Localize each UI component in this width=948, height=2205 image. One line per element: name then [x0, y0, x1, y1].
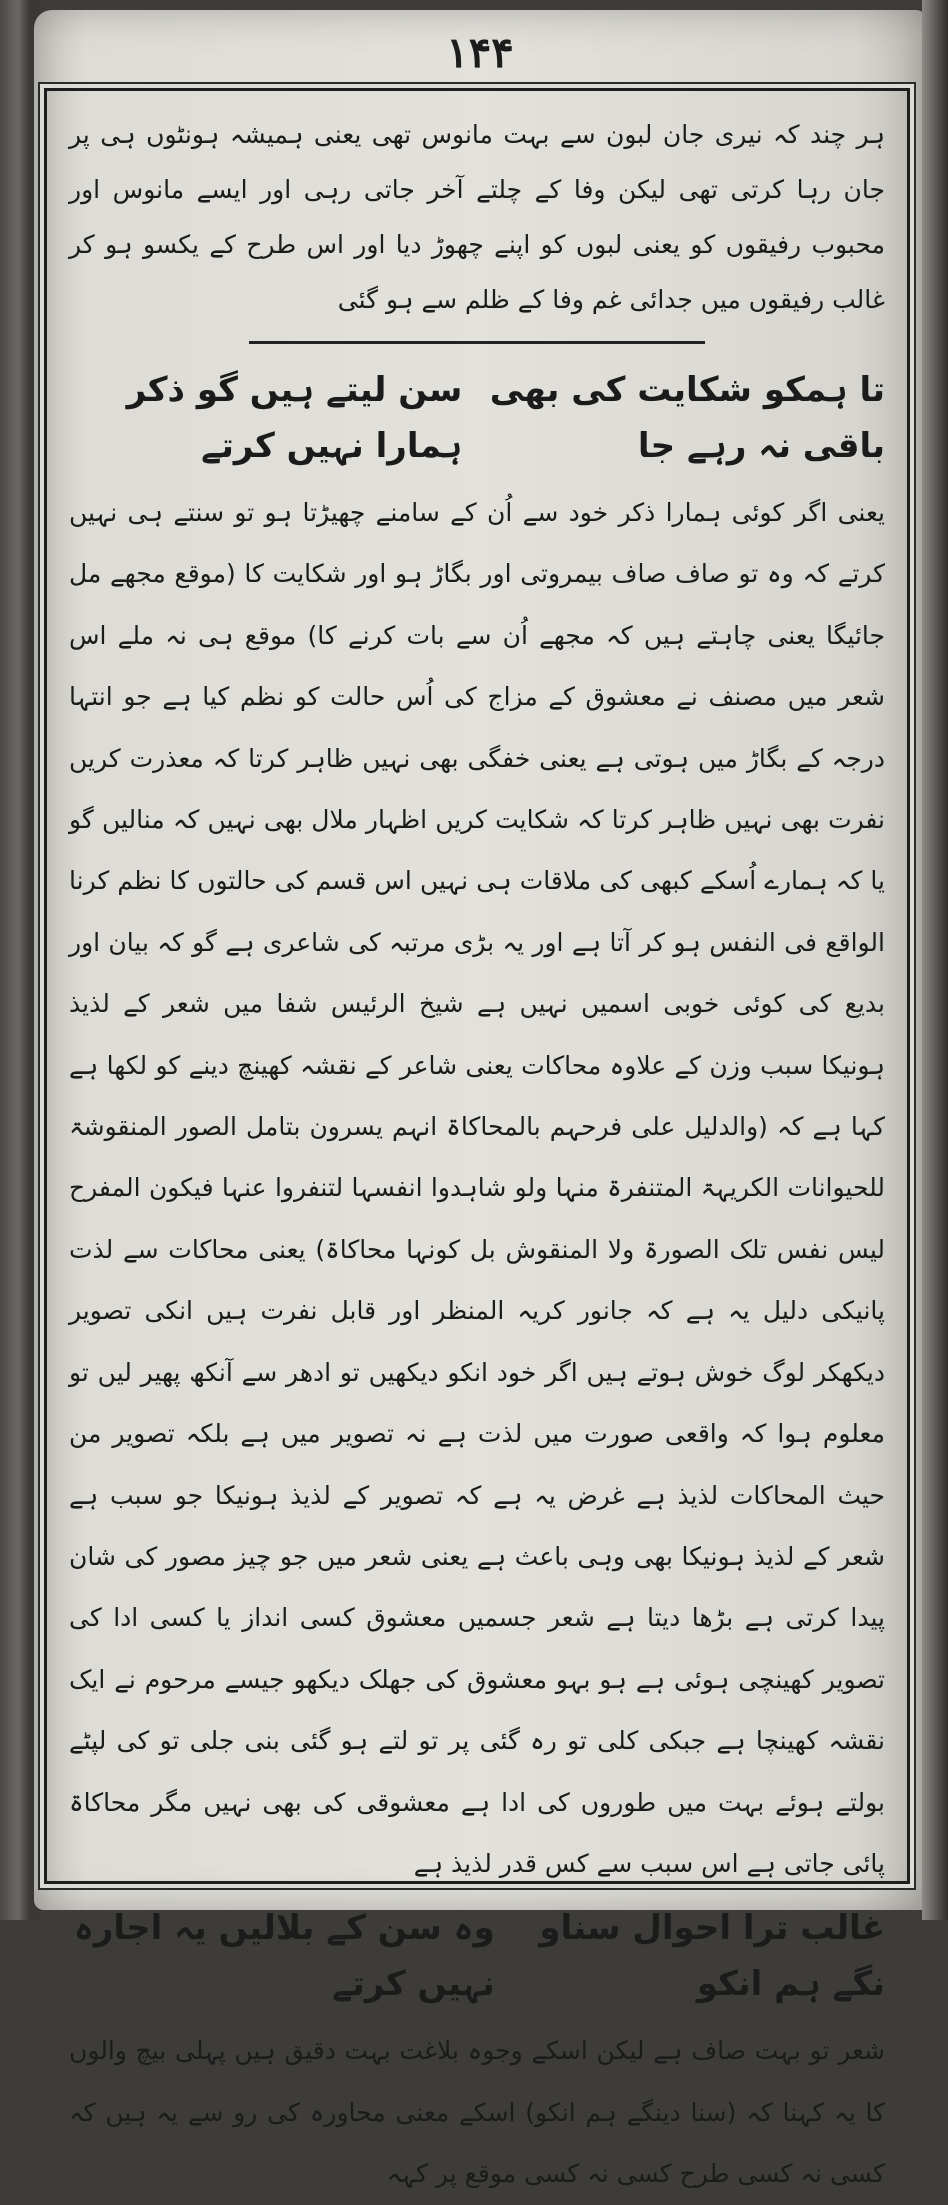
verse-couplet-2	[69, 1900, 885, 2012]
page-number: ۱۴۴	[446, 28, 514, 77]
verse-1-first-hemistich: تا ہمکو شکایت کی بھی باقی نہ رہے جا	[489, 370, 885, 466]
book-edge-shadow	[922, 0, 948, 1920]
verse-2-second-hemistich: وہ سن کے بلالیں یہ اجارہ نہیں کرتے	[73, 1908, 495, 2005]
paper-sheet	[34, 10, 926, 2189]
intro-paragraph: ہر چند کہ نیری جان لبون سے بہت مانوس تھی یعنی ہمیشہ ہونٹوں ہی پر جان رہا کرتی تھی لیکن وفا کے چلتے آخر جاتی رہی اور ایسے مانوس اور محبوب رفیقوں کو یعنی لبوں کو اپنے چھوڑ دیا اور اس طرح کے یکسو ہو کر غالب رفیقوں میں جدائی غم وفا کے ظلم سے ہو گئی	[69, 120, 885, 314]
commentary-2-paragraph: شعر تو بہت صاف ہے لیکن اسکے وجوہ بلاغت بہت دقیق ہیں پہلی بیچ والوں کا یہ کہنا کہ (سنا دینگے ہم انکو) اسکے معنی محاورہ کی رو سے یہ ہیں کہ کسی نہ کسی طرح کسی نہ کسی موقع پر کہہ	[69, 2036, 885, 2189]
section-divider	[249, 341, 706, 344]
page-content	[69, 107, 885, 2189]
verse-1-second-hemistich: سن لیتے ہیں گو ذکر ہمارا نہیں کرتے	[126, 370, 463, 466]
verse-2-first-hemistich: غالب ترا احوال سناو نگے ہم انکو	[539, 1908, 885, 2005]
verse-couplet-1	[69, 362, 885, 474]
commentary-paragraph: یعنی اگر کوئی ہمارا ذکر خود سے اُن کے سامنے چھیڑتا ہو تو سنتے ہی نہیں کرتے کہ وہ تو صاف صاف بیمروتی اور بگاڑ ہو اور شکایت کا (موقع مجھے مل جائیگا یعنی چاہتے ہیں کہ مجھے اُن سے بات کرنے کا) موقع ہی نہ ملے اس شعر میں مصنف نے معشوق کے مزاج کی اُس حالت کو نظم کیا ہے جو انتہا درجہ کے بگاڑ میں ہوتی ہے یعنی خفگی بھی نہیں ظاہر کرتا کہ معذرت کریں نفرت بھی نہیں ظاہر کرتا کہ شکایت کریں اظہار ملال بھی نہیں کہ منالیں گو یا کہ ہمارے اُسکے کبھی کی ملاقات ہی نہیں اس قسم کی حالتوں کا نظم کرنا الواقع فی النفس ہو کر آتا ہے اور یہ بڑی مرتبہ کی شاعری ہے گو کہ بیان اور بدیع کی کوئی خوبی اسمیں نہیں ہے شیخ الرئیس شفا میں شعر کے لذیذ ہونیکا سبب وزن کے علاوہ محاکات یعنی شاعر کے نقشہ کھینچ دینے کو لکھا ہے کہا ہے کہ (والدلیل علی فرحہم بالمحاکاۃ انہم یسرون بتامل الصور المنقوشۃ للحیوانات الکریہۃ المتنفرۃ منہا ولو شاہدوا انفسہا لتنفروا عنہا فیکون المفرح لیس نفس تلک الصورۃ ولا المنقوش بل کونہا محاکاۃ) یعنی محاکات سے لذت پانیکی دلیل یہ ہے کہ جانور کریہ المنظر اور قابل نفرت ہیں انکی تصویر دیکھکر لوگ خوش ہوتے ہیں اگر خود انکو دیکھیں تو ادھر سے آنکھ پھیر لیں تو معلوم ہوا کہ واقعی صورت میں لذت ہے نہ تصویر میں ہے بلکہ تصویر من حیث المحاکات لذیذ ہے غرض یہ ہے کہ تصویر کے لذیذ ہونیکا جو سبب ہے شعر کے لذیذ ہونیکا بھی وہی باعث ہے یعنی شعر میں جو چیز مصور کی شان پیدا کرتی ہے بڑھا دیتا ہے شعر جسمیں معشوق کسی انداز یا کسی ادا کی تصویر کھینچی ہوئی ہے ہو بہو معشوق کی جھلک دیکھو جیسے مرحوم نے ایک نقشہ کھینچا ہے جبکی کلی تو رہ گئی پر تو لتے ہو گئی بنی جلی تو کی لپٹے بولتے ہوئے بہت میں طوروں کی ادا ہے معشوقی کی بھی نہیں مگر محاکاۃ پائی جاتی ہے اس سبب سے کس قدر لذیذ ہے	[69, 498, 885, 1878]
text-frame	[44, 88, 910, 2189]
